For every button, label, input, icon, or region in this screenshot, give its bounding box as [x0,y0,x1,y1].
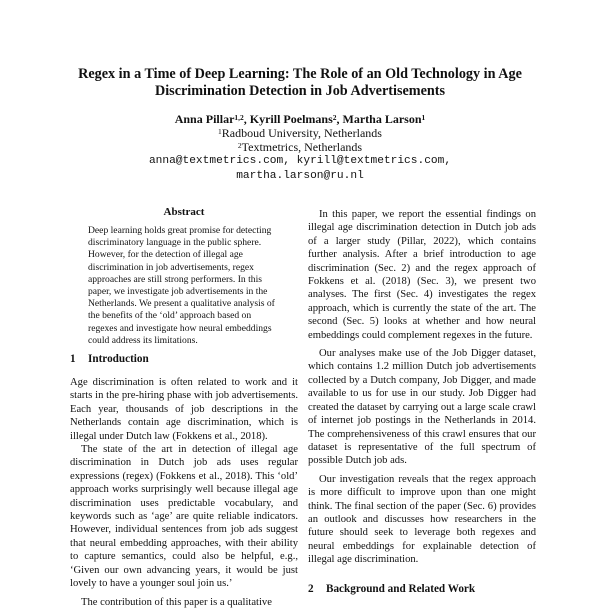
author-2-affil: 2 [332,113,337,122]
intro-paragraph-2: The state of the art in detection of illegal age discrimination in Dutch job ads uses regular expressions (regex) (Fokkens et al., 2018). This ‘old’ approach works surprisingly well because illegal age discrimination uses predictable vocabulary, and keywords such as ‘age’ are quite reliable indicators. However, individual sentences from job ads suggest that neural embedding approaches, with their ability to capture semantics, could also be helpful, e.g., ‘Given our own advancing years, it would be just lovely to have a younger soul join us.’ [70,444,298,590]
author-1-affil: 1,2 [234,113,244,122]
right-paragraph-3: Our investigation reveals that the regex approach is more difficult to improve upon than one might think. The final section of the paper (Sec. 6) provides an outlook and discusses how researchers in the future should seek to leverage both regexes and neural embeddings for explainable detection of illegal age discrimination. [308,473,536,566]
intro-body [70,376,298,609]
emails-line-1: anna@textmetrics.com, kyrill@textmetrics.com, [148,155,452,167]
section-1-title: Introduction [88,353,149,365]
author-sep: , [336,112,343,126]
section-1-number: 1 [70,353,76,365]
abstract-paragraph: Deep learning holds great promise for detecting discriminatory language in the public sphere. However, for the detection of illegal age discrimination in job advertisements, regex approaches are still strong performers. In this paper, we investigate job advertisements in the Netherlands. We present a qualitative analysis of the benefits of the ‘old’ approach based on regexes and investigate how neural embeddings could address its limitations. [88,225,275,346]
affil-2-text: Textmetrics, Netherlands [241,140,363,154]
section-1-heading [70,353,149,365]
abstract-text [88,225,281,347]
right-paragraph-1: In this paper, we report the essential findings on illegal age discrimination detection in Dutch job ads of a larger study (Pillar, 2022), which contains further analysis. After a brief introduction to age discrimination (Sec. 2) and the regex approach of Fokkens et al. (2018) (Sec. 3), we present two analyses. The first (Sec. 4) investigates the regex approach, which is currently the state of the art. The second (Sec. 5) looks at whether and how neural embeddings could complement regexes in the future. [308,209,536,341]
title-line-2: Discrimination Detection in Job Advertisements [154,83,446,99]
author-1: Anna Pillar [174,112,235,126]
author-names [40,112,560,126]
affil-1-text: Radboud University, Netherlands [221,126,382,140]
author-3-affil: 1 [421,113,426,122]
right-column-body [308,208,536,567]
author-2: Kyrill Poelmans [249,112,333,126]
affil-2-mark: 2 [237,141,242,150]
affiliation-2 [40,140,560,154]
section-2-number: 2 [308,583,314,595]
right-paragraph-2: Our analyses make use of the Job Digger dataset, which contains 1.2 million Dutch job advertisements collected by a Dutch company, Job Digger, and made available to us for use in our study. Job Digger had created the dataset by carrying out a large scale crawl of internet job postings in the Netherlands in 2014. The comprehensiveness of this crawl ensures that our dataset is representative of the full spectrum of possible Dutch job ads. [308,348,536,467]
intro-paragraph-3: The contribution of this paper is a qualitative [81,596,272,608]
abstract-heading: Abstract [163,206,205,218]
affiliation-1 [40,126,560,140]
affil-1-mark: 1 [218,127,222,136]
paper-title [40,66,560,100]
emails-line-2: martha.larson@ru.nl [236,169,364,182]
title-line-1: Regex in a Time of Deep Learning: The Role of an Old Technology in Age [78,66,522,82]
author-3: Martha Larson [342,112,422,126]
section-2-heading [308,583,475,595]
section-2-title: Background and Related Work [326,583,476,595]
author-sep: , [243,112,250,126]
author-block [40,112,560,183]
intro-paragraph-1: Age discrimination is often related to work and it starts in the pre-hiring phase with job advertisements. Each year, thousands of job descriptions in the Netherlands contain age discrimination, which is illegal under Dutch law (Fokkens et al., 2018). [70,377,298,442]
